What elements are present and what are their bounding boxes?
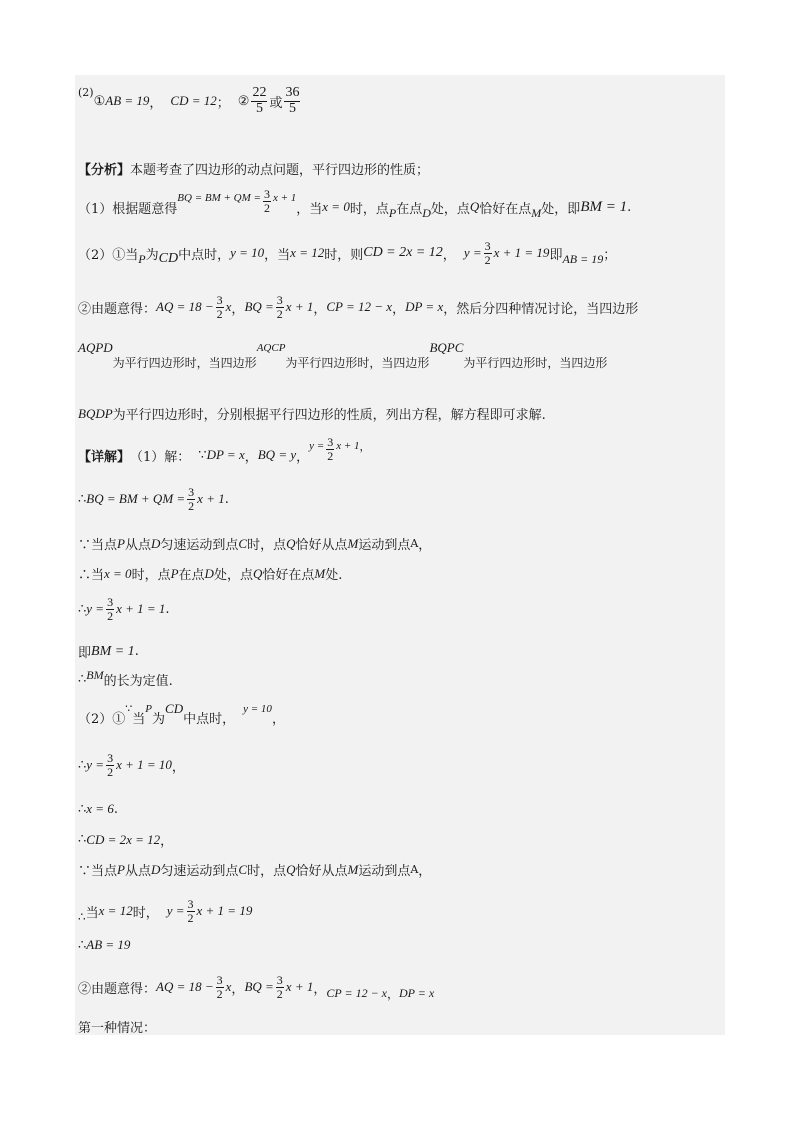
text: ， xyxy=(271,712,285,727)
therefore-symbol: ∴ xyxy=(78,491,87,507)
detail-heading-line xyxy=(78,435,371,468)
x-zero-line xyxy=(78,564,342,583)
numerator: 3 xyxy=(107,751,114,765)
math: CD = 2x = 12 xyxy=(86,831,161,847)
punct: ， xyxy=(149,95,163,111)
denominator: 2 xyxy=(263,200,270,215)
math: AB = 19 xyxy=(86,937,131,952)
text: 时，则 xyxy=(324,247,364,263)
numerator: 3 xyxy=(276,293,283,307)
text: 即 xyxy=(78,646,92,661)
because-symbol: ∵ xyxy=(198,447,207,463)
math: C xyxy=(238,535,248,551)
circle-two: ② xyxy=(237,93,250,109)
text: 为平行四边形时，当四边形 xyxy=(112,356,257,370)
cd-equals-twelve-line xyxy=(78,830,173,849)
numerator: 36 xyxy=(285,85,300,100)
math: CP = 12 − x xyxy=(326,985,387,1000)
fraction xyxy=(216,974,224,1000)
math: x xyxy=(225,979,232,995)
ab-equals-nineteen-line xyxy=(78,937,130,953)
math: x + 1 xyxy=(197,491,225,507)
fraction xyxy=(187,898,195,924)
math: BQ = xyxy=(244,979,274,995)
bm-equals-one-line xyxy=(78,642,139,661)
math: y = 10 xyxy=(230,245,265,261)
text: . xyxy=(165,601,170,617)
text: 在点 xyxy=(396,201,423,217)
math: AQ = 18 − xyxy=(156,979,214,995)
analysis-end-line xyxy=(78,404,546,423)
math: M xyxy=(347,535,359,551)
math: x + 1 xyxy=(272,192,297,205)
text: 为平行四边形时，分别根据平行四边形的性质，列出方程，解方程即可求解. xyxy=(112,408,546,423)
therefore-symbol: ∴ xyxy=(78,910,86,925)
quadrilateral-cases-line xyxy=(78,339,608,370)
math: y = xyxy=(86,757,105,773)
math: M xyxy=(531,205,542,220)
math: x = 0 xyxy=(104,565,132,581)
math: BQDP xyxy=(78,405,113,421)
text: 从点 xyxy=(124,538,151,553)
text: （1）解： xyxy=(130,449,191,465)
text: ， xyxy=(418,538,432,553)
denominator: 2 xyxy=(188,498,195,513)
text: ②由题意得： xyxy=(78,301,157,317)
text: ， xyxy=(442,247,456,263)
text: . xyxy=(627,199,632,215)
text: 时，点 xyxy=(131,568,171,583)
math: BQ = BM + QM = xyxy=(177,192,261,205)
analysis-heading-line xyxy=(78,159,429,178)
text: ； xyxy=(603,247,617,263)
text: 即 xyxy=(549,247,563,263)
math: CD = 2x = 12 xyxy=(363,245,443,261)
therefore-symbol: ∴ xyxy=(78,672,87,687)
text: 处，点 xyxy=(213,568,253,583)
fraction xyxy=(251,86,267,116)
analysis-label: 【分析】 xyxy=(78,163,131,178)
detail-label: 【详解】 xyxy=(78,449,131,465)
fraction xyxy=(263,188,271,214)
text: 时， xyxy=(132,905,159,921)
case-one-line xyxy=(78,1017,156,1036)
math: BQ = xyxy=(244,299,274,315)
math: x = 12 xyxy=(98,903,133,919)
math: P xyxy=(388,205,397,220)
math: P xyxy=(117,535,125,551)
text: . xyxy=(224,491,229,507)
math: y = 10 xyxy=(243,702,272,715)
analysis-part1-line xyxy=(78,187,632,220)
fraction xyxy=(326,436,334,462)
analysis-part2b-line xyxy=(78,294,638,320)
math-ab: AB = 19 xyxy=(105,93,150,109)
text: 第一种情况： xyxy=(78,1021,157,1036)
numerator: 3 xyxy=(187,897,194,911)
math: DP = x xyxy=(399,985,435,1000)
math: P xyxy=(117,861,125,877)
numerator: 3 xyxy=(107,595,114,609)
text: 为平行四边形时，当四边形 xyxy=(463,356,608,370)
text: 的长为定值. xyxy=(103,674,173,689)
text: 运动到点 xyxy=(358,538,411,553)
math-cd: CD = 12 xyxy=(170,93,217,109)
fraction xyxy=(106,752,114,778)
circle-one: ① xyxy=(93,93,106,109)
math: DP = x xyxy=(206,447,245,463)
text: 运动到点 xyxy=(358,864,411,879)
math: Q xyxy=(469,199,480,215)
text: 匀速运动到点 xyxy=(160,538,239,553)
math: A xyxy=(410,537,419,550)
text: 时，点 xyxy=(247,864,287,879)
math: BQ = BM + QM = xyxy=(86,491,186,507)
fraction xyxy=(216,294,224,320)
math: x = 6 xyxy=(86,801,114,816)
text: ， xyxy=(392,301,406,317)
text: 时，点 xyxy=(247,538,287,553)
math: x + 1 xyxy=(285,979,314,995)
denominator: 5 xyxy=(288,100,296,116)
text: ， xyxy=(244,449,258,465)
fraction xyxy=(187,486,195,512)
text: （1）根据题意得 xyxy=(78,201,178,217)
text: 恰好在点 xyxy=(479,201,532,217)
text: ， xyxy=(171,759,185,775)
numerator: 22 xyxy=(252,85,267,100)
math: x + 1 = 19 xyxy=(493,245,550,261)
math: AQPD xyxy=(78,339,113,355)
numerator: 3 xyxy=(276,973,283,987)
therefore-symbol: ∴ xyxy=(78,757,87,773)
text: . xyxy=(134,644,139,659)
text: （2）①当 xyxy=(78,247,139,263)
math: BM = 1 xyxy=(91,643,135,659)
math: BQPC xyxy=(429,339,464,355)
text: ∵当点 xyxy=(78,538,118,553)
text: ，当 xyxy=(296,201,323,217)
therefore-symbol: ∴ xyxy=(78,832,87,847)
text: ， xyxy=(387,986,400,1001)
denominator: 2 xyxy=(187,910,194,925)
x-equals-twelve-line xyxy=(78,898,252,924)
answer-line xyxy=(78,86,302,116)
text: 中点时， xyxy=(183,712,236,727)
math: y = xyxy=(86,601,105,617)
expressions-line-2 xyxy=(78,974,434,1000)
motion-condition-line xyxy=(78,534,431,553)
denominator: 2 xyxy=(216,986,223,1001)
fraction xyxy=(276,294,284,320)
text: ， xyxy=(231,301,245,317)
numerator: 3 xyxy=(188,485,195,499)
text: 中点时， xyxy=(178,247,231,263)
denominator: 2 xyxy=(107,764,114,779)
denominator: 5 xyxy=(255,100,263,116)
text: 时，点 xyxy=(349,201,389,217)
fraction xyxy=(284,86,300,116)
math: DP = x xyxy=(405,299,444,315)
math: D xyxy=(150,535,161,551)
math: C xyxy=(238,861,248,877)
text: ，然后分四种情况讨论，当四边形 xyxy=(443,301,639,317)
text: ， xyxy=(359,440,371,454)
denominator: 2 xyxy=(276,986,283,1001)
denominator: 2 xyxy=(216,306,223,321)
text: 匀速运动到点 xyxy=(160,864,239,879)
x-equals-six-line xyxy=(78,801,118,817)
math: CD xyxy=(158,251,179,267)
motion-condition-line-2 xyxy=(78,860,431,879)
text: . xyxy=(113,801,118,817)
text: ， xyxy=(160,834,174,849)
math: BQ = y xyxy=(257,447,297,463)
denominator: 2 xyxy=(107,608,114,623)
math: y = xyxy=(166,903,185,919)
math: CD xyxy=(165,700,184,716)
fraction xyxy=(276,974,284,1000)
text: ②由题意得： xyxy=(78,981,157,997)
math: BM = 1 xyxy=(580,198,628,215)
text: 当 xyxy=(85,905,99,921)
math: x + 1 xyxy=(336,440,360,453)
therefore-symbol: ∴ xyxy=(78,937,87,953)
math: Q xyxy=(286,861,296,877)
text: ∴当 xyxy=(78,568,105,583)
math: x xyxy=(225,299,232,315)
math: D xyxy=(422,205,431,220)
denominator: 2 xyxy=(276,306,283,321)
text: 恰好从点 xyxy=(295,538,348,553)
math: y = xyxy=(309,440,325,453)
math: x + 1 = 10 xyxy=(116,757,172,773)
text: 处. xyxy=(325,568,343,583)
math: P xyxy=(170,565,179,581)
math: BM xyxy=(86,668,104,682)
math: A xyxy=(410,863,419,876)
text: 为 xyxy=(145,247,159,263)
math: D xyxy=(150,861,161,877)
math: x = 0 xyxy=(322,199,350,215)
text: ， xyxy=(313,301,327,317)
text: ， xyxy=(296,449,310,465)
numerator: 3 xyxy=(216,293,223,307)
text: 处，点 xyxy=(430,201,470,217)
math: AQCP xyxy=(256,341,286,354)
because-symbol: ∵ xyxy=(125,702,133,715)
math: x + 1 xyxy=(285,299,314,315)
math: AQ = 18 − xyxy=(156,299,214,315)
math: x = 12 xyxy=(290,245,325,261)
text: 处，即 xyxy=(541,201,581,217)
math: P xyxy=(145,702,153,715)
analysis-text: 本题考查了四边形的动点问题，平行四边形的性质； xyxy=(130,163,430,178)
analysis-part2-line xyxy=(78,240,616,266)
text: 为平行四边形时，当四边形 xyxy=(285,356,430,370)
text: 从点 xyxy=(124,864,151,879)
punct: ； xyxy=(216,95,230,111)
text: （2）① xyxy=(78,712,126,727)
math: AB = 19 xyxy=(562,251,604,266)
numerator: 3 xyxy=(484,239,491,253)
text: 为 xyxy=(152,712,166,727)
text: 恰好从点 xyxy=(295,864,348,879)
math: x + 1 = 1 xyxy=(116,601,166,617)
bq-expression-line xyxy=(78,486,229,512)
text: 在点 xyxy=(178,568,205,583)
math: D xyxy=(204,565,214,581)
math: Q xyxy=(286,535,296,551)
y-equals-ten-line xyxy=(78,752,185,778)
y-equals-one-line xyxy=(78,596,170,622)
text: 恰好在点 xyxy=(262,568,315,583)
therefore-symbol: ∴ xyxy=(78,601,87,617)
text: ，当 xyxy=(264,247,291,263)
math: Q xyxy=(252,565,263,581)
text: 当 xyxy=(132,712,146,727)
bm-constant-line xyxy=(78,670,173,689)
numerator: 3 xyxy=(327,435,334,449)
therefore-symbol: ∴ xyxy=(78,801,87,817)
part-number: (2) xyxy=(78,85,94,99)
denominator: 2 xyxy=(484,252,491,267)
text: ∵当点 xyxy=(78,864,118,879)
math: y = xyxy=(463,245,482,261)
fraction xyxy=(106,596,114,622)
math: CP = 12 − x xyxy=(326,299,393,315)
part2-midpoint-line xyxy=(78,700,285,727)
math: P xyxy=(138,251,146,266)
text: ， xyxy=(313,981,327,997)
math: x + 1 = 19 xyxy=(196,903,253,919)
math: M xyxy=(314,565,326,581)
numerator: 3 xyxy=(263,187,270,201)
or-text: 或 xyxy=(269,95,283,111)
denominator: 2 xyxy=(327,448,334,463)
math: M xyxy=(347,861,359,877)
text: ， xyxy=(231,981,245,997)
fraction xyxy=(484,240,492,266)
numerator: 3 xyxy=(216,973,223,987)
text: ， xyxy=(418,864,432,879)
